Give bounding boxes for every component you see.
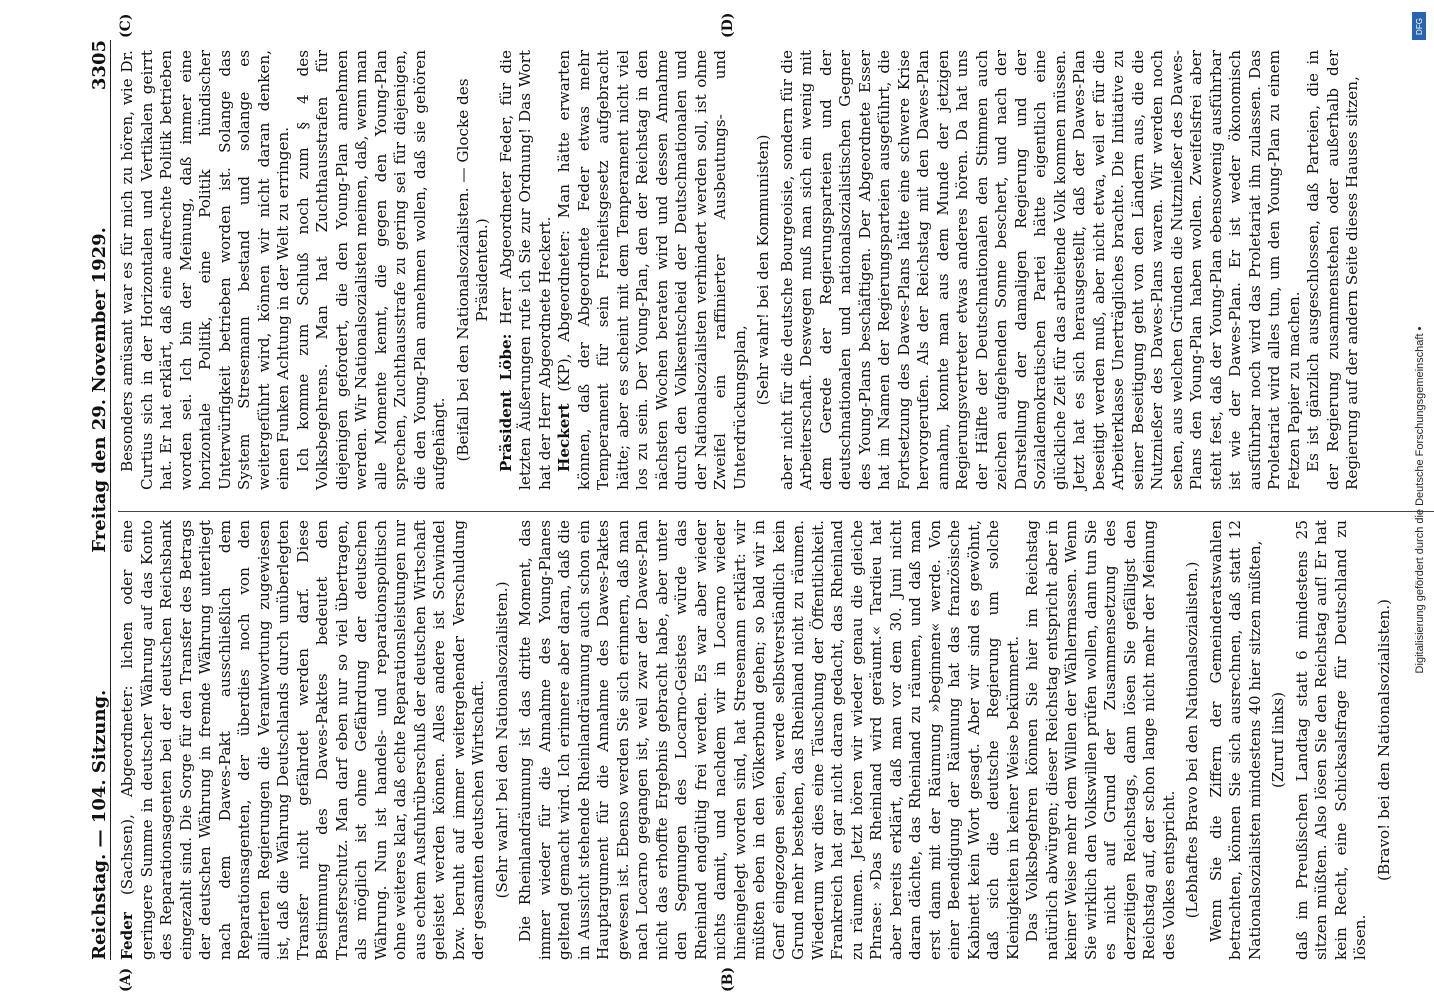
speaker-note: (Sachsen), Abgeordneter:: [118, 685, 136, 896]
dfg-logo: DFG: [1412, 12, 1426, 40]
interjection: (Sehr wahr! bei den Kommunisten): [754, 134, 772, 406]
margin-mark-d: (D): [720, 12, 736, 38]
paragraph: Die Rheinlandräumung ist das dritte Moment, das immer wieder für die Annahme des Young-Planes geltend gemacht wird. Ich erinnere aber daran, daß die in Aussicht stehende Rheinlandräumung auch schon ein Hauptargument für die Annahme des Dawes-Paktes gewesen ist. Ebenso werden Sie sich erinnern, daß man nach Locarno gegangen ist, weil zwar der Dawes-Plan nicht das erhoffte Ergebnis gebracht habe, aber unter den Segnungen des Locarno-Geistes würde das Rheinland endgültig frei werden. Es war aber wieder nichts damit, und nachdem wir in Locarno wieder hineingelegt worden sind, hat Stresemann erklärt: wir müßten eben in den Völkerbund gehen; so bald wir in Genf eingezogen seien, werde selbstverständlich kein Grund mehr bestehen, das Rheinland nicht zu räumen. Wiederum war dies eine Täuschung der Öffentlichkeit. Frankreich hat gar nicht daran gedacht, das Rheinland zu räumen. Jetzt hören wir wieder genau die gleiche Phrase: »Das Rheinland wird geräumt.« Tardieu hat aber bereits erklärt, daß man vor dem 30. Juni nicht daran dächte, das Rheinland zu räumen, und daß man erst dann mit der Räumung »beginnen« werde. Von einer Beendigung der Räumung hat das französische Kabinett kein Wort gesagt. Aber wir sind es gewöhnt, daß sich die deutsche Regierung um solche Kleinigkeiten in keiner Weise bekümmert.: [516, 520, 1022, 960]
left-column: [118, 520, 1398, 960]
speaker-name: Feder: [118, 912, 136, 960]
speaker-name: Heckert: [555, 403, 573, 472]
rotated-document-page: [60, 0, 1420, 1000]
paragraph: Besonders amüsant war es für mich zu hören, wie Dr. Curtius sich in der Horizontalen und Vertikalen geirrt hat. Er hat erklärt, daß eine aufrechte Politik betrieben worden sei. Ich bin der Meinung, daß immer eine horizontale Politik, eine Politik hündischer Unterwürfigkeit betrieben worden ist. Solange das System Stresemann bestand und solange es weitergeführt wird, können wir nicht daran denken, einen Funken Achtung in der Welt zu erringen.: [118, 50, 292, 490]
paragraph: [555, 50, 750, 490]
interjection: (Sehr wahr! bei den Nationalsozialisten.): [492, 581, 511, 899]
interjection: (Zuruf links): [1269, 691, 1287, 789]
margin-mark-c: (C): [118, 13, 134, 38]
paragraph-text: lichen oder eine geringere Summe in deutscher Währung auf das Konto des Reparationsagenten bei der deutschen Reichsbank eingezahlt sind. Die Sorge für den Transfer des Betrags der deutschen Währung in fremde Währung unterliegt nach dem Dawes-Pakt ausschließlich dem Reparationsagenten, der überdies noch von den alliierten Regierungen die Verantwortung zugewiesen ist, daß die Währung Deutschlands durch unüberlegten Transfer nicht gefährdet werden darf. Diese Bestimmung des Dawes-Paktes bedeutet den Transferschutz. Man darf eben nur so viel übertragen, als möglich ist ohne Gefährdung der deutschen Währung. Nun ist handels- und reparationspolitisch ohne weiteres klar, daß echte Reparationsleistungen nur aus echtem Ausfuhrüberschuß der deutschen Wirtschaft geleistet werden können. Alles andere ist Schwindel bzw. beruht auf immer weitergehender Verschuldung der gesamten deutschen Wirtschaft.: [118, 520, 487, 960]
paragraph: [118, 520, 489, 960]
column-divider: [118, 511, 1434, 512]
paragraph: aber nicht für die deutsche Bourgeoisie, sondern für die Arbeiterschaft. Deswegen muß man sich ein wenig mit dem Gerede der Regierungsparteien und der deutschnationalen und nationalsozialistischen Gegner des Young-Plans beschäftigen. Der Abgeordnete Esser hat im Namen der Regierungsparteien ausgeführt, die Fortsetzung des Dawes-Plans hätte eine schwere Krise hervorgerufen. Als der Reichstag mit den Dawes-Plan annahm, konnte man aus dem Munde der jetzigen Regierungsvertreter etwas anderes hören. Da hat uns der Hälfte der Deutschnationalen den Stimmen auch zeichen aufgehenden Sonne beschert, und nach der Darstellung der damaligen Regierung und der Sozialdemokratischen Partei hätte eigentlich eine glückliche Zeit für das arbeitende Volk kommen müssen. Jetzt hat es sich herausgestellt, daß der Dawes-Plan beseitigt werden muß, aber nicht etwa, weil er für die Arbeiterklasse Unerträgliches brachte. Die Initiative zu seiner Beseitigung geht von den Ländern aus, die die Nutznießer des Dawes-Plans waren. Wir werden noch sehen, aus welchen Gründen die Nutznießer des Dawes-Plans den Young-Plan haben wollen. Zweifelsfrei aber steht fest, daß der Young-Plan ebensowenig ausführbar ist wie der Dawes-Plan. Er ist weder ökonomisch ausführbar noch wird das Proletariat ihn zulassen. Das Proletariat wird alles tun, um den Young-Plan zu einem Fetzen Papier zu machen.: [777, 50, 1303, 490]
page-header: [70, 40, 111, 960]
paragraph: [497, 50, 556, 490]
interjection: (Beifall bei den Nationalsozialisten. — Glocke des Präsidenten.): [453, 78, 491, 462]
margin-mark-b: (B): [720, 966, 736, 992]
right-column: [118, 50, 1363, 490]
paragraph: Es ist gänzlich ausgeschlossen, daß Parteien, die in der Regierung zusammenstehen oder außerhalb der Regierung auf der andern Seite dieses Hauses sitzen,: [1304, 50, 1361, 490]
page-content: [60, 0, 1393, 1000]
paragraph: Das Volksbegehren können Sie hier im Reichstag natürlich abwürgen; dieser Reichstag entspricht aber in keiner Weise mehr dem Willen der Wählermassen. Wenn Sie wirklich den Volkswillen prüfen wollen, dann tun Sie es nicht auf Grund der Zusammensetzung des derzeitigen Reichstags, dann lösen Sie gefälligst den Reichstag auf, der schon lange nicht mehr der Meinung des Volkes entspricht.: [1023, 520, 1178, 960]
page-number: 3305: [89, 40, 110, 91]
paragraph: Ich komme zum Schluß noch zum § 4 des Volksbegehrens. Man hat Zuchthausstrafen für diejenigen gefordert, die den Young-Plan annehmen werden. Wir Nationalsozialisten meinen, daß, wenn man alle Momente kennt, die gegen den Young-Plan sprechen, Zuchthausstrafe zu gering sei für diejenigen, die den Young-Plan annehmen wollen, daß sie gehören aufgehängt.: [293, 50, 448, 490]
digitization-credit: [1410, 12, 1430, 988]
paragraph-text: Herr Abgeordneter Feder, für die letzten Äußerungen rufe ich Sie zur Ordnung! Das Wort hat der Herr Abgeordnete Heckert.: [496, 50, 554, 490]
speaker-name: Präsident Löbe:: [496, 333, 515, 472]
credit-text: Digitalisierung gefördert durch die Deutsche Forschungsgemeinschaft •: [1414, 326, 1426, 674]
paragraph: daß im Preußischen Landtag statt 6 mindestens 25 sitzen müßten. Also lösen Sie den Reichstag auf! Er hat kein Recht, eine Schicksalsfrage für Deutschland zu lösen.: [1292, 520, 1369, 960]
margin-mark-a: (A): [118, 967, 134, 992]
interjection: (Bravo! bei den Nationalsozialisten.): [1374, 599, 1393, 881]
header-date: Freitag den 29. November 1929.: [89, 227, 110, 553]
paragraph: Wenn Sie die Ziffern der Gemeinderatswahlen betrachten, können Sie sich ausrechnen, daß statt 12 Nationalsozialisten mindestens 40 hier sitzen müßten,: [1206, 520, 1264, 960]
interjection: (Lebhaftes Bravo bei den Nationalsozialisten.): [1183, 561, 1201, 919]
header-left: Reichstag. — 104. Sitzung.: [89, 689, 110, 960]
paragraph-text: (KP), Abgeordneter: Man hätte erwarten können, daß der Abgeordnete Feder etwas mehr Temperament für sein Freiheitsgesetz aufgebracht hätte; aber es scheint mit dem Temperament nicht viel los zu sein. Der Young-Plan, den der Reichstag in den nächsten Wochen beraten wird und dessen Annahme durch den Volksentscheid der Deutschnationalen und der Nationalsozialisten verhindert werden soll, ist ohne Zweifel ein raffinierter Ausbeutungs- und Unterdrückungsplan,: [555, 50, 749, 490]
